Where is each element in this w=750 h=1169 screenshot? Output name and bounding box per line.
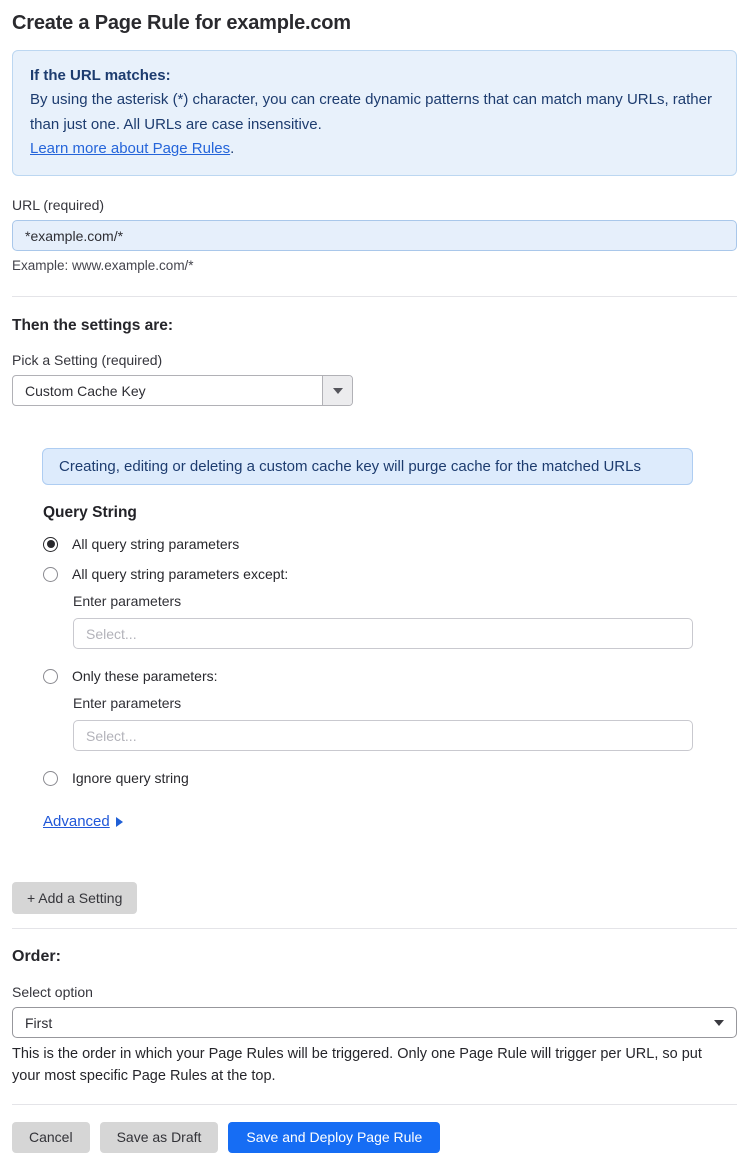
radio-option-only-these[interactable] (43, 668, 737, 684)
radio-label: Ignore query string (72, 770, 189, 787)
radio-icon[interactable] (43, 669, 58, 684)
setting-select-caret-button[interactable] (322, 376, 352, 405)
url-input[interactable] (12, 220, 737, 251)
divider (12, 1104, 737, 1105)
cancel-button[interactable]: Cancel (12, 1122, 90, 1153)
link-suffix: . (230, 139, 235, 157)
radio-icon[interactable] (43, 771, 58, 786)
url-field-label: URL (required) (12, 197, 105, 214)
divider (12, 296, 737, 297)
setting-select[interactable] (12, 375, 353, 406)
caret-right-icon (116, 817, 123, 827)
only-parameters-field (73, 695, 737, 751)
save-deploy-button[interactable]: Save and Deploy Page Rule (228, 1122, 440, 1153)
info-box-link-line (30, 137, 719, 161)
info-box-body: By using the asterisk (*) character, you can create dynamic patterns that can match many URLs, rather than just one. All URLs are case insensitive. (30, 91, 712, 133)
enter-parameters-label: Enter parameters (73, 695, 182, 712)
order-select-label: Select option (12, 984, 93, 1001)
url-example-hint: Example: www.example.com/* (12, 258, 194, 274)
advanced-link-label: Advanced (43, 813, 110, 831)
radio-label: Only these parameters: (72, 668, 218, 685)
advanced-link[interactable] (43, 813, 123, 830)
add-setting-button[interactable]: + Add a Setting (12, 882, 137, 914)
radio-icon[interactable] (43, 567, 58, 582)
save-draft-button[interactable]: Save as Draft (100, 1122, 219, 1153)
only-parameters-input[interactable] (73, 720, 693, 751)
radio-option-all-params[interactable] (43, 536, 737, 552)
radio-label: All query string parameters (72, 536, 240, 553)
chevron-down-icon (333, 388, 343, 394)
order-help-text: This is the order in which your Page Rules will be triggered. Only one Page Rule will trigger per URL, so put your most specific Page Rules at the top. (12, 1046, 702, 1084)
url-match-info-box (12, 50, 737, 176)
radio-icon[interactable] (43, 537, 58, 552)
setting-select-value: Custom Cache Key (25, 382, 146, 399)
radio-option-ignore-query[interactable] (43, 770, 737, 786)
settings-section-heading: Then the settings are: (12, 317, 174, 335)
radio-label: All query string parameters except: (72, 566, 289, 583)
query-string-section (43, 504, 737, 831)
order-select-value: First (25, 1014, 53, 1031)
except-parameters-field (73, 593, 737, 649)
query-string-heading: Query String (43, 504, 137, 522)
page-title: Create a Page Rule for example.com (12, 12, 351, 34)
divider (12, 928, 737, 929)
order-section-heading: Order: (12, 948, 61, 966)
chevron-down-icon (714, 1020, 724, 1026)
learn-more-link[interactable]: Learn more about Page Rules (30, 139, 231, 157)
pick-setting-label: Pick a Setting (required) (12, 352, 163, 369)
enter-parameters-label: Enter parameters (73, 593, 182, 610)
form-actions (12, 1122, 737, 1153)
info-box-heading: If the URL matches: (30, 67, 171, 84)
except-parameters-input[interactable] (73, 618, 693, 649)
order-select[interactable] (12, 1007, 737, 1038)
radio-option-all-except[interactable] (43, 566, 737, 582)
cache-key-notice: Creating, editing or deleting a custom cache key will purge cache for the matched URLs (42, 448, 693, 485)
